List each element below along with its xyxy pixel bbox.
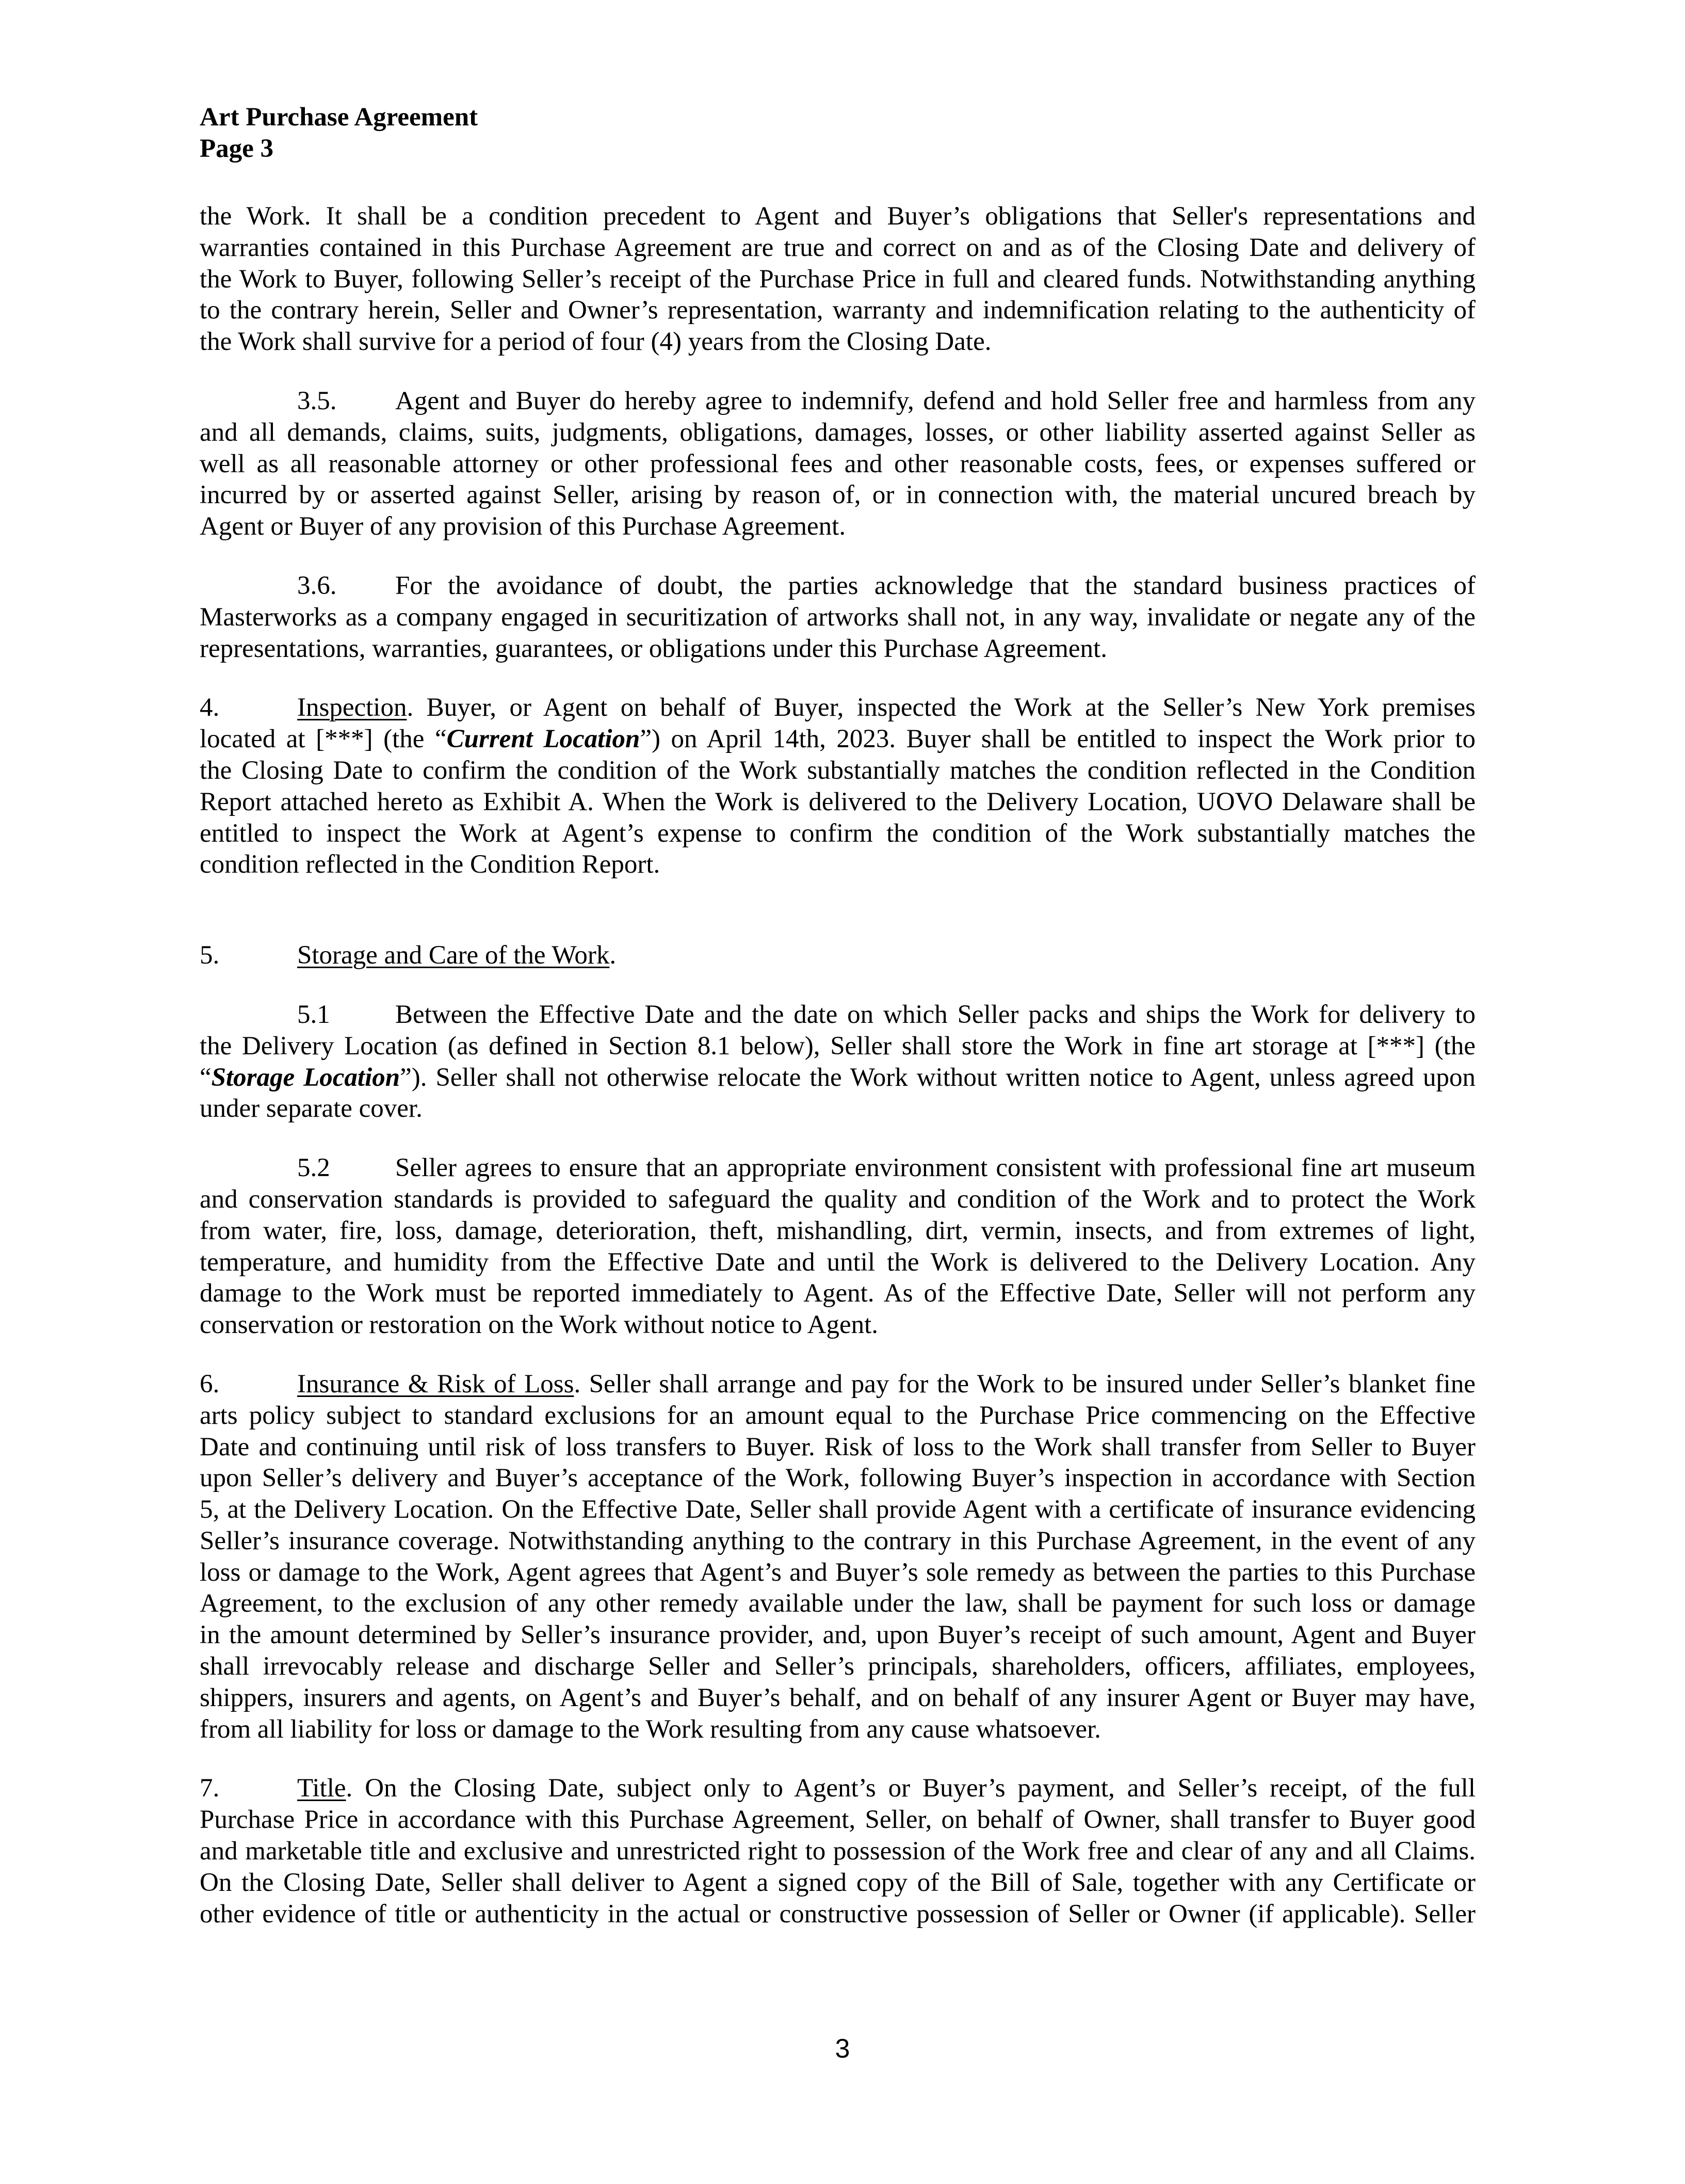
text-segment: the Closing Date to confirm the condition of the Work substantially matches the condition reflected in the Condition bbox=[200, 756, 1476, 785]
text-line bbox=[200, 633, 1476, 665]
text-segment: conservation or restoration on the Work without notice to Agent. bbox=[200, 1310, 879, 1340]
text-segment: located at [***] (the “ bbox=[200, 725, 447, 754]
text-line bbox=[200, 448, 1476, 480]
text-segment: . On the Closing Date, subject only to Agent’s or Buyer’s payment, and Seller’s receipt, of the full bbox=[346, 1774, 1476, 1803]
text-line bbox=[200, 999, 1476, 1031]
document-header bbox=[200, 102, 478, 165]
text-line bbox=[200, 1619, 1476, 1651]
text-line bbox=[200, 1093, 1476, 1125]
text-line bbox=[200, 1804, 1476, 1836]
text-line bbox=[200, 692, 1476, 724]
text-segment: ”) on April 14th, 2023. Buyer shall be entitled to inspect the Work prior to bbox=[640, 725, 1476, 754]
text-segment: from all liability for loss or damage to the Work resulting from any cause whatsoever. bbox=[200, 1714, 1101, 1744]
text-segment: Seller’s insurance coverage. Notwithstanding anything to the contrary in this Purchase Agreement, in the event of any bbox=[200, 1526, 1476, 1555]
text-segment: shall irrevocably release and discharge Seller and Seller’s principals, shareholders, officers, affiliates, employees, bbox=[200, 1652, 1476, 1681]
text-segment: loss or damage to the Work, Agent agrees that Agent’s and Buyer’s sole remedy as between the parties to this Purchase bbox=[200, 1557, 1476, 1587]
section-heading: Insurance & Risk of Loss bbox=[297, 1369, 574, 1399]
text-line bbox=[200, 1278, 1476, 1309]
text-line bbox=[200, 295, 1476, 326]
text-segment: and marketable title and exclusive and unrestricted right to possession of the Work free and clear of any and all Claims. bbox=[200, 1837, 1476, 1866]
text-segment: Purchase Price in accordance with this Purchase Agreement, Seller, on behalf of Owner, shall transfer to Buyer good bbox=[200, 1805, 1476, 1835]
text-line bbox=[200, 1651, 1476, 1682]
text-segment: . Buyer, or Agent on behalf of Buyer, inspected the Work at the Seller’s New York premises bbox=[407, 693, 1476, 722]
text-segment: Agreement, to the exclusion of any other remedy available under the law, shall be payment for such loss or damage bbox=[200, 1589, 1476, 1618]
text-segment: warranties contained in this Purchase Agreement are true and correct on and as of the Closing Date and delivery of bbox=[200, 233, 1476, 262]
paragraph-number: 3.5. bbox=[297, 386, 337, 415]
text-segment: Masterworks as a company engaged in securitization of artworks shall not, in any way, invalidate or negate any of the bbox=[200, 602, 1476, 632]
defined-term: Current Location bbox=[446, 725, 640, 754]
text-line bbox=[200, 1525, 1476, 1557]
text-line bbox=[200, 755, 1476, 786]
text-line bbox=[200, 417, 1476, 448]
text-segment: the Work to Buyer, following Seller’s receipt of the Purchase Price in full and cleared funds. Notwithstanding anything bbox=[200, 264, 1476, 294]
text-segment: arts policy subject to standard exclusions for an amount equal to the Purchase Price commencing on the Effective bbox=[200, 1401, 1476, 1430]
section-7-title bbox=[200, 1773, 1476, 1930]
text-line bbox=[200, 1309, 1476, 1341]
text-line bbox=[200, 818, 1476, 849]
text-line bbox=[200, 511, 1476, 542]
text-segment: 5, at the Delivery Location. On the Effective Date, Seller shall provide Agent with a certificate of insurance evidencing bbox=[200, 1495, 1476, 1524]
page-number: 3 bbox=[835, 2034, 850, 2064]
text-segment: well as all reasonable attorney or other professional fees and other reasonable costs, fees, or expenses suffered or bbox=[200, 449, 1476, 478]
text-segment: to the contrary herein, Seller and Owner’s representation, warranty and indemnification relating to the authenticity of bbox=[200, 296, 1476, 325]
text-segment: in the amount determined by Seller’s insurance provider, and, upon Buyer’s receipt of such amount, Agent and Buyer bbox=[200, 1620, 1476, 1650]
text-segment: the Work shall survive for a period of four (4) years from the Closing Date. bbox=[200, 327, 992, 357]
text-line bbox=[200, 1836, 1476, 1867]
text-line bbox=[200, 232, 1476, 264]
text-line bbox=[200, 786, 1476, 818]
text-segment: For the avoidance of doubt, the parties acknowledge that the standard business practices of bbox=[395, 571, 1476, 600]
text-segment: shippers, insurers and agents, on Agent’s and Buyer’s behalf, and on behalf of any insurer Agent or Buyer may have, bbox=[200, 1683, 1476, 1712]
text-line bbox=[200, 386, 1476, 417]
paragraph-number: 5.2 bbox=[297, 1153, 330, 1183]
text-line bbox=[200, 1682, 1476, 1714]
text-segment: representations, warranties, guarantees, or obligations under this Purchase Agreement. bbox=[200, 634, 1107, 663]
text-segment: Date and continuing until risk of loss transfers to Buyer. Risk of loss to the Work shall transfer from Seller to Buyer bbox=[200, 1432, 1476, 1462]
text-segment: and all demands, claims, suits, judgments, obligations, damages, losses, or other liability asserted against Seller as bbox=[200, 417, 1476, 447]
text-segment: damage to the Work must be reported immediately to Agent. As of the Effective Date, Seller will not perform any bbox=[200, 1279, 1476, 1308]
text-segment: On the Closing Date, Seller shall deliver to Agent a signed copy of the Bill of Sale, together with any Certificate or bbox=[200, 1868, 1476, 1897]
text-segment: . bbox=[609, 941, 617, 970]
text-line bbox=[200, 1247, 1476, 1278]
section-heading: Inspection bbox=[297, 693, 407, 722]
paragraph-3-4-continued bbox=[200, 201, 1476, 358]
text-line bbox=[200, 1432, 1476, 1463]
section-4-inspection bbox=[200, 692, 1476, 880]
text-segment: from water, fire, loss, damage, deterioration, theft, mishandling, dirt, vermin, insects, and from extremes of light, bbox=[200, 1216, 1476, 1245]
section-6-insurance bbox=[200, 1369, 1476, 1745]
text-segment: upon Seller’s delivery and Buyer’s acceptance of the Work, following Buyer’s inspection in accordance with Section bbox=[200, 1464, 1476, 1493]
paragraph-3-6 bbox=[200, 570, 1476, 664]
text-segment: the Work. It shall be a condition precedent to Agent and Buyer’s obligations that Seller's representations and bbox=[200, 202, 1476, 231]
text-segment: and conservation standards is provided to safeguard the quality and condition of the Work and to protect the Work bbox=[200, 1184, 1476, 1214]
section-5-storage-heading bbox=[200, 940, 1476, 971]
paragraph-5-1 bbox=[200, 999, 1476, 1125]
section-heading: Storage and Care of the Work bbox=[297, 941, 610, 970]
text-segment: “ bbox=[200, 1063, 212, 1092]
text-line bbox=[200, 479, 1476, 511]
text-line bbox=[200, 849, 1476, 880]
text-segment: Between the Effective Date and the date on which Seller packs and ships the Work for delivery to bbox=[395, 1000, 1476, 1029]
text-line bbox=[200, 1215, 1476, 1247]
text-line bbox=[200, 1773, 1476, 1804]
text-line bbox=[200, 1714, 1476, 1745]
text-segment: Report attached hereto as Exhibit A. When the Work is delivered to the Delivery Location, UOVO Delaware shall be bbox=[200, 787, 1476, 816]
text-line bbox=[200, 1557, 1476, 1588]
paragraph-number: 3.6. bbox=[297, 571, 337, 600]
defined-term: Storage Location bbox=[211, 1063, 400, 1092]
text-segment: entitled to inspect the Work at Agent’s expense to confirm the condition of the Work substantially matches the bbox=[200, 818, 1476, 848]
text-line bbox=[200, 1867, 1476, 1899]
text-line bbox=[200, 201, 1476, 232]
text-segment: Agent or Buyer of any provision of this Purchase Agreement. bbox=[200, 512, 846, 541]
text-line bbox=[200, 1031, 1476, 1062]
text-segment: Agent and Buyer do hereby agree to indemnify, defend and hold Seller free and harmless from any bbox=[395, 386, 1476, 415]
text-line bbox=[200, 1152, 1476, 1184]
text-segment: ”). Seller shall not otherwise relocate the Work without written notice to Agent, unless agreed upon bbox=[400, 1063, 1476, 1092]
text-segment: condition reflected in the Condition Report. bbox=[200, 850, 660, 879]
page-label: Page 3 bbox=[200, 134, 274, 163]
text-segment: the Delivery Location (as defined in Section 8.1 below), Seller shall store the Work in fine art storage at [***] (the bbox=[200, 1031, 1476, 1061]
text-segment: . Seller shall arrange and pay for the Work to be insured under Seller’s blanket fine bbox=[574, 1369, 1476, 1399]
section-number: 6. bbox=[200, 1369, 220, 1399]
section-number: 5. bbox=[200, 941, 220, 970]
paragraph-3-5 bbox=[200, 386, 1476, 542]
text-line bbox=[200, 1369, 1476, 1400]
text-line bbox=[200, 1494, 1476, 1525]
text-line bbox=[200, 326, 1476, 358]
text-line bbox=[200, 1588, 1476, 1619]
text-line bbox=[200, 1463, 1476, 1494]
section-heading: Title bbox=[297, 1774, 346, 1803]
text-line bbox=[200, 1400, 1476, 1432]
text-line bbox=[200, 1899, 1476, 1930]
section-number: 7. bbox=[200, 1774, 220, 1803]
text-segment: temperature, and humidity from the Effective Date and until the Work is delivered to the Delivery Location. Any bbox=[200, 1247, 1476, 1277]
paragraph-5-2 bbox=[200, 1152, 1476, 1341]
text-segment: incurred by or asserted against Seller, arising by reason of, or in connection with, the material uncured breach by bbox=[200, 480, 1476, 510]
text-line bbox=[200, 602, 1476, 633]
document-title: Art Purchase Agreement bbox=[200, 103, 478, 132]
section-number: 4. bbox=[200, 693, 220, 722]
document-body bbox=[200, 201, 1476, 1957]
text-line bbox=[200, 570, 1476, 602]
text-line bbox=[200, 940, 1476, 971]
text-line bbox=[200, 264, 1476, 295]
text-segment: Seller agrees to ensure that an appropriate environment consistent with professional fine art museum bbox=[395, 1153, 1476, 1183]
text-line bbox=[200, 1062, 1476, 1094]
text-segment: under separate cover. bbox=[200, 1094, 423, 1123]
text-line bbox=[200, 1184, 1476, 1215]
text-line bbox=[200, 724, 1476, 755]
text-segment: other evidence of title or authenticity in the actual or constructive possession of Seller or Owner (if applicable). Seller bbox=[200, 1899, 1476, 1929]
paragraph-number: 5.1 bbox=[297, 1000, 330, 1029]
